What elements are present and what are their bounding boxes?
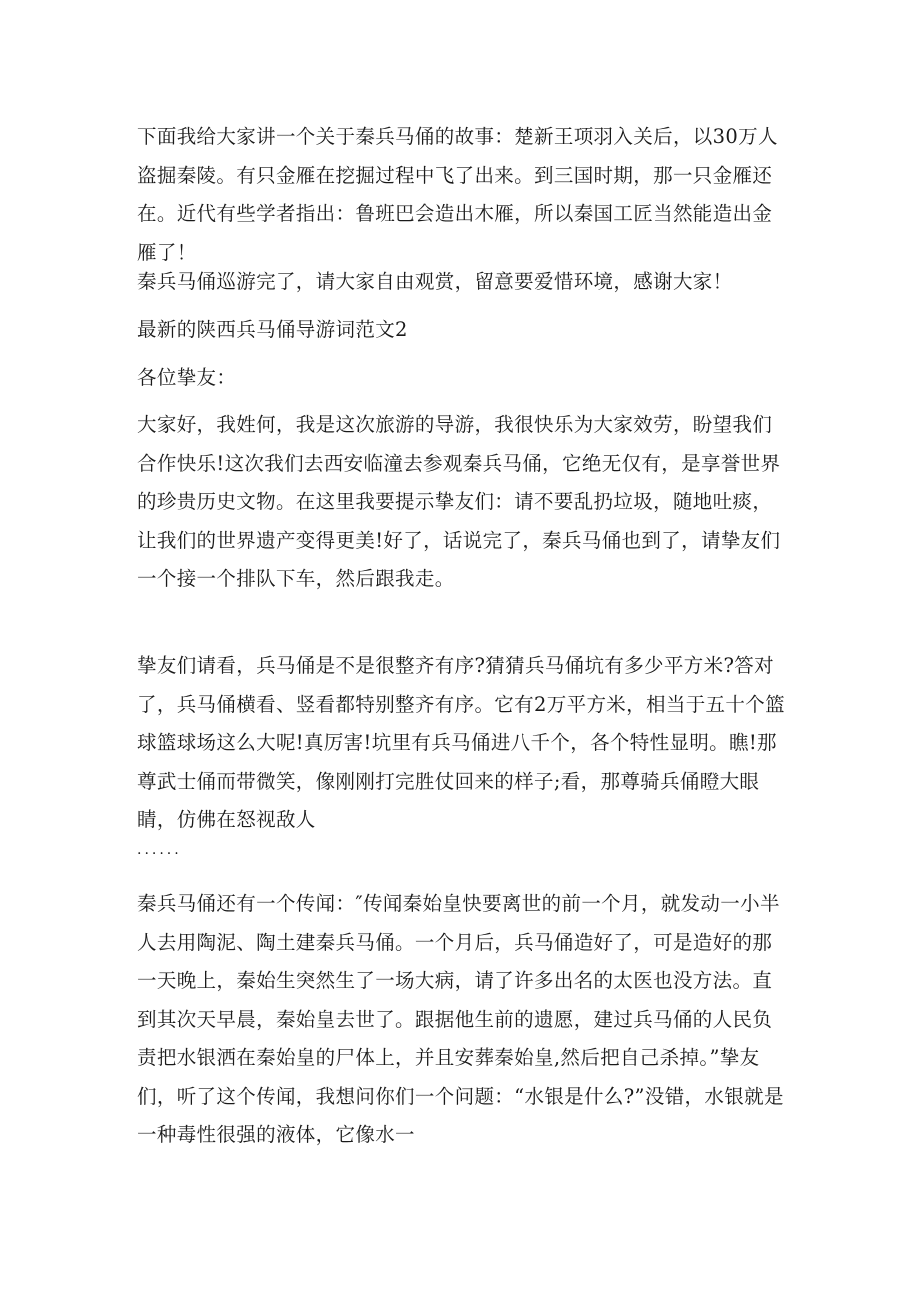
greeting: 各位挚友： [137,366,237,389]
section-heading: 最新的陕西兵马俑导游词范文2 [137,318,408,341]
paragraph-tour-end: 秦兵马俑巡游完了，请大家自由观赏，留意要爱惜环境，感谢大家！ [137,270,733,293]
ellipsis: ...... [137,842,182,858]
paragraph-introduction: 大家好，我姓何，我是这次旅游的导游，我很快乐为大家效劳，盼望我们合作快乐!这次我们去西安临潼去参观秦兵马俑，它绝无仅有，是享誉世界的珍贵历史文物。在这里我要提示挚友们：请不要乱扔垃圾，随地吐痰，让我们的世界遗产变得更美!好了，话说完了，秦兵马俑也到了，请挚友们一个接一个排队下车，然后跟我走。 [137,413,781,590]
paragraph-story-golden-goose: 下面我给大家讲一个关于秦兵马俑的故事：楚新王项羽入关后，以30万人盗掘秦陵。有只金雁在挖掘过程中飞了出来。到三国时期，那一只金雁还在。近代有些学者指出：鲁班巴会造出木雁，所以秦国工匠当然能造出金雁了！ [137,125,778,264]
paragraph-legend: 秦兵马俑还有一个传闻：″传闻秦始皇快要离世的前一个月，就发动一小半人去用陶泥、陶土建秦兵马俑。一个月后，兵马俑造好了，可是造好的那一天晚上，秦始生突然生了一场大病，请了许多出名的太医也没方法。直到其次天早晨，秦始皇去世了。跟据他生前的遗愿，建过兵马俑的人民负责把水银洒在秦始皇的尸体上，并且安葬秦始皇,然后把自己杀掉。”挚友们，听了这个传闻，我想问你们一个问题：“水银是什么?”没错，水银就是一种毒性很强的液体，它像水一 [137,892,784,1146]
paragraph-pit-description: 挚友们请看，兵马俑是不是很整齐有序?猜猜兵马俑坑有多少平方米?答对了，兵马俑横看、竖看都特别整齐有序。它有2万平方米，相当于五十个篮球篮球场这么大呢!真厉害!坑里有兵马俑进八千个，各个特性显明。瞧!那尊武士俑而带微笑，像刚刚打完胜仗回来的样子;看，那尊骑兵俑瞪大眼睛，仿佛在怒视敌人 [137,654,785,831]
